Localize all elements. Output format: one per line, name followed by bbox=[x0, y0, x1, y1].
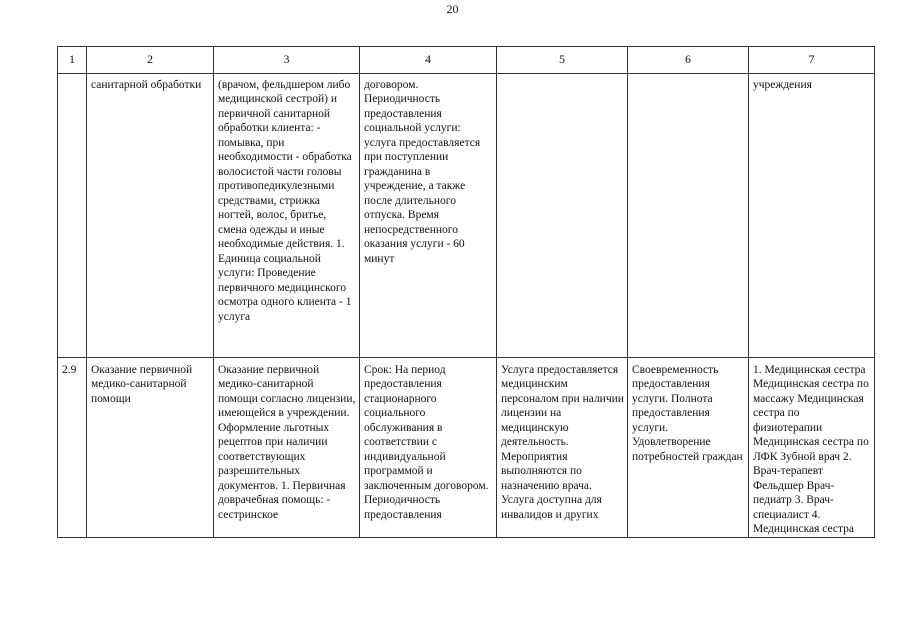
header-cell-7: 7 bbox=[749, 47, 875, 74]
table-row bbox=[58, 357, 875, 537]
table-row bbox=[58, 73, 875, 357]
row1-description: (врачом, фельдшером либо медицинской сестрой) и первичной санитарной обработки клиента: - помывка, при необходимости - обработка волосистой части головы противопедикулезными средствами, стрижка ногтей, волос, бритье, смена одежды и иные необходимые действия. 1. Единица социальной услуги: Проведение первичного медицинского осмотра одного клиента - 1 услуга bbox=[214, 73, 360, 357]
table-header-row bbox=[58, 47, 875, 74]
page-number: 20 bbox=[446, 2, 459, 16]
row1-number bbox=[58, 73, 87, 357]
row2-terms: Срок: На период предоставления стационарного социального обслуживания в соответствии с индивидуальной программой и заключенным договором. Периодичность предоставления bbox=[360, 357, 497, 537]
row2-conditions: Услуга предоставляется медицинским персоналом при наличии лицензии на медицинскую деятельность. Мероприятия выполняются по назначению врача. Услуга доступна для инвалидов и других bbox=[497, 357, 628, 537]
row1-staff: учреждения bbox=[749, 73, 875, 357]
row2-quality: Своевременность предоставления услуги. Полнота предоставления услуги. Удовлетворение потребностей граждан bbox=[628, 357, 749, 537]
header-cell-2: 2 bbox=[87, 47, 214, 74]
row2-staff: 1. Медицинская сестра Медицинская сестра по массажу Медицинская сестра по физиотерапии Медицинская сестра по ЛФК Зубной врач 2. Врач-терапевт Фельдшер Врач-педиатр 3. Врач-специалист 4. Медицинская сестра bbox=[749, 357, 875, 537]
row2-number: 2.9 bbox=[58, 357, 87, 537]
row2-description: Оказание первичной медико-санитарной помощи согласно лицензии, имеющейся в учреждении. Оформление льготных рецептов при наличии соответствующих разрешительных документов. 1. Первичная доврачебная помощь: - сестринское bbox=[214, 357, 360, 537]
row1-conditions bbox=[497, 73, 628, 357]
row1-service-name: санитарной обработки bbox=[87, 73, 214, 357]
services-table bbox=[57, 46, 875, 538]
header-cell-5: 5 bbox=[497, 47, 628, 74]
row1-terms: договором. Периодичность предоставления социальной услуги: услуга предоставляется при поступлении гражданина в учреждение, а также после длительного отпуска. Время непосредственного оказания услуги - 60 минут bbox=[360, 73, 497, 357]
header-cell-4: 4 bbox=[360, 47, 497, 74]
row1-quality bbox=[628, 73, 749, 357]
header-cell-3: 3 bbox=[214, 47, 360, 74]
header-cell-6: 6 bbox=[628, 47, 749, 74]
row2-service-name: Оказание первичной медико-санитарной помощи bbox=[87, 357, 214, 537]
header-cell-1: 1 bbox=[58, 47, 87, 74]
